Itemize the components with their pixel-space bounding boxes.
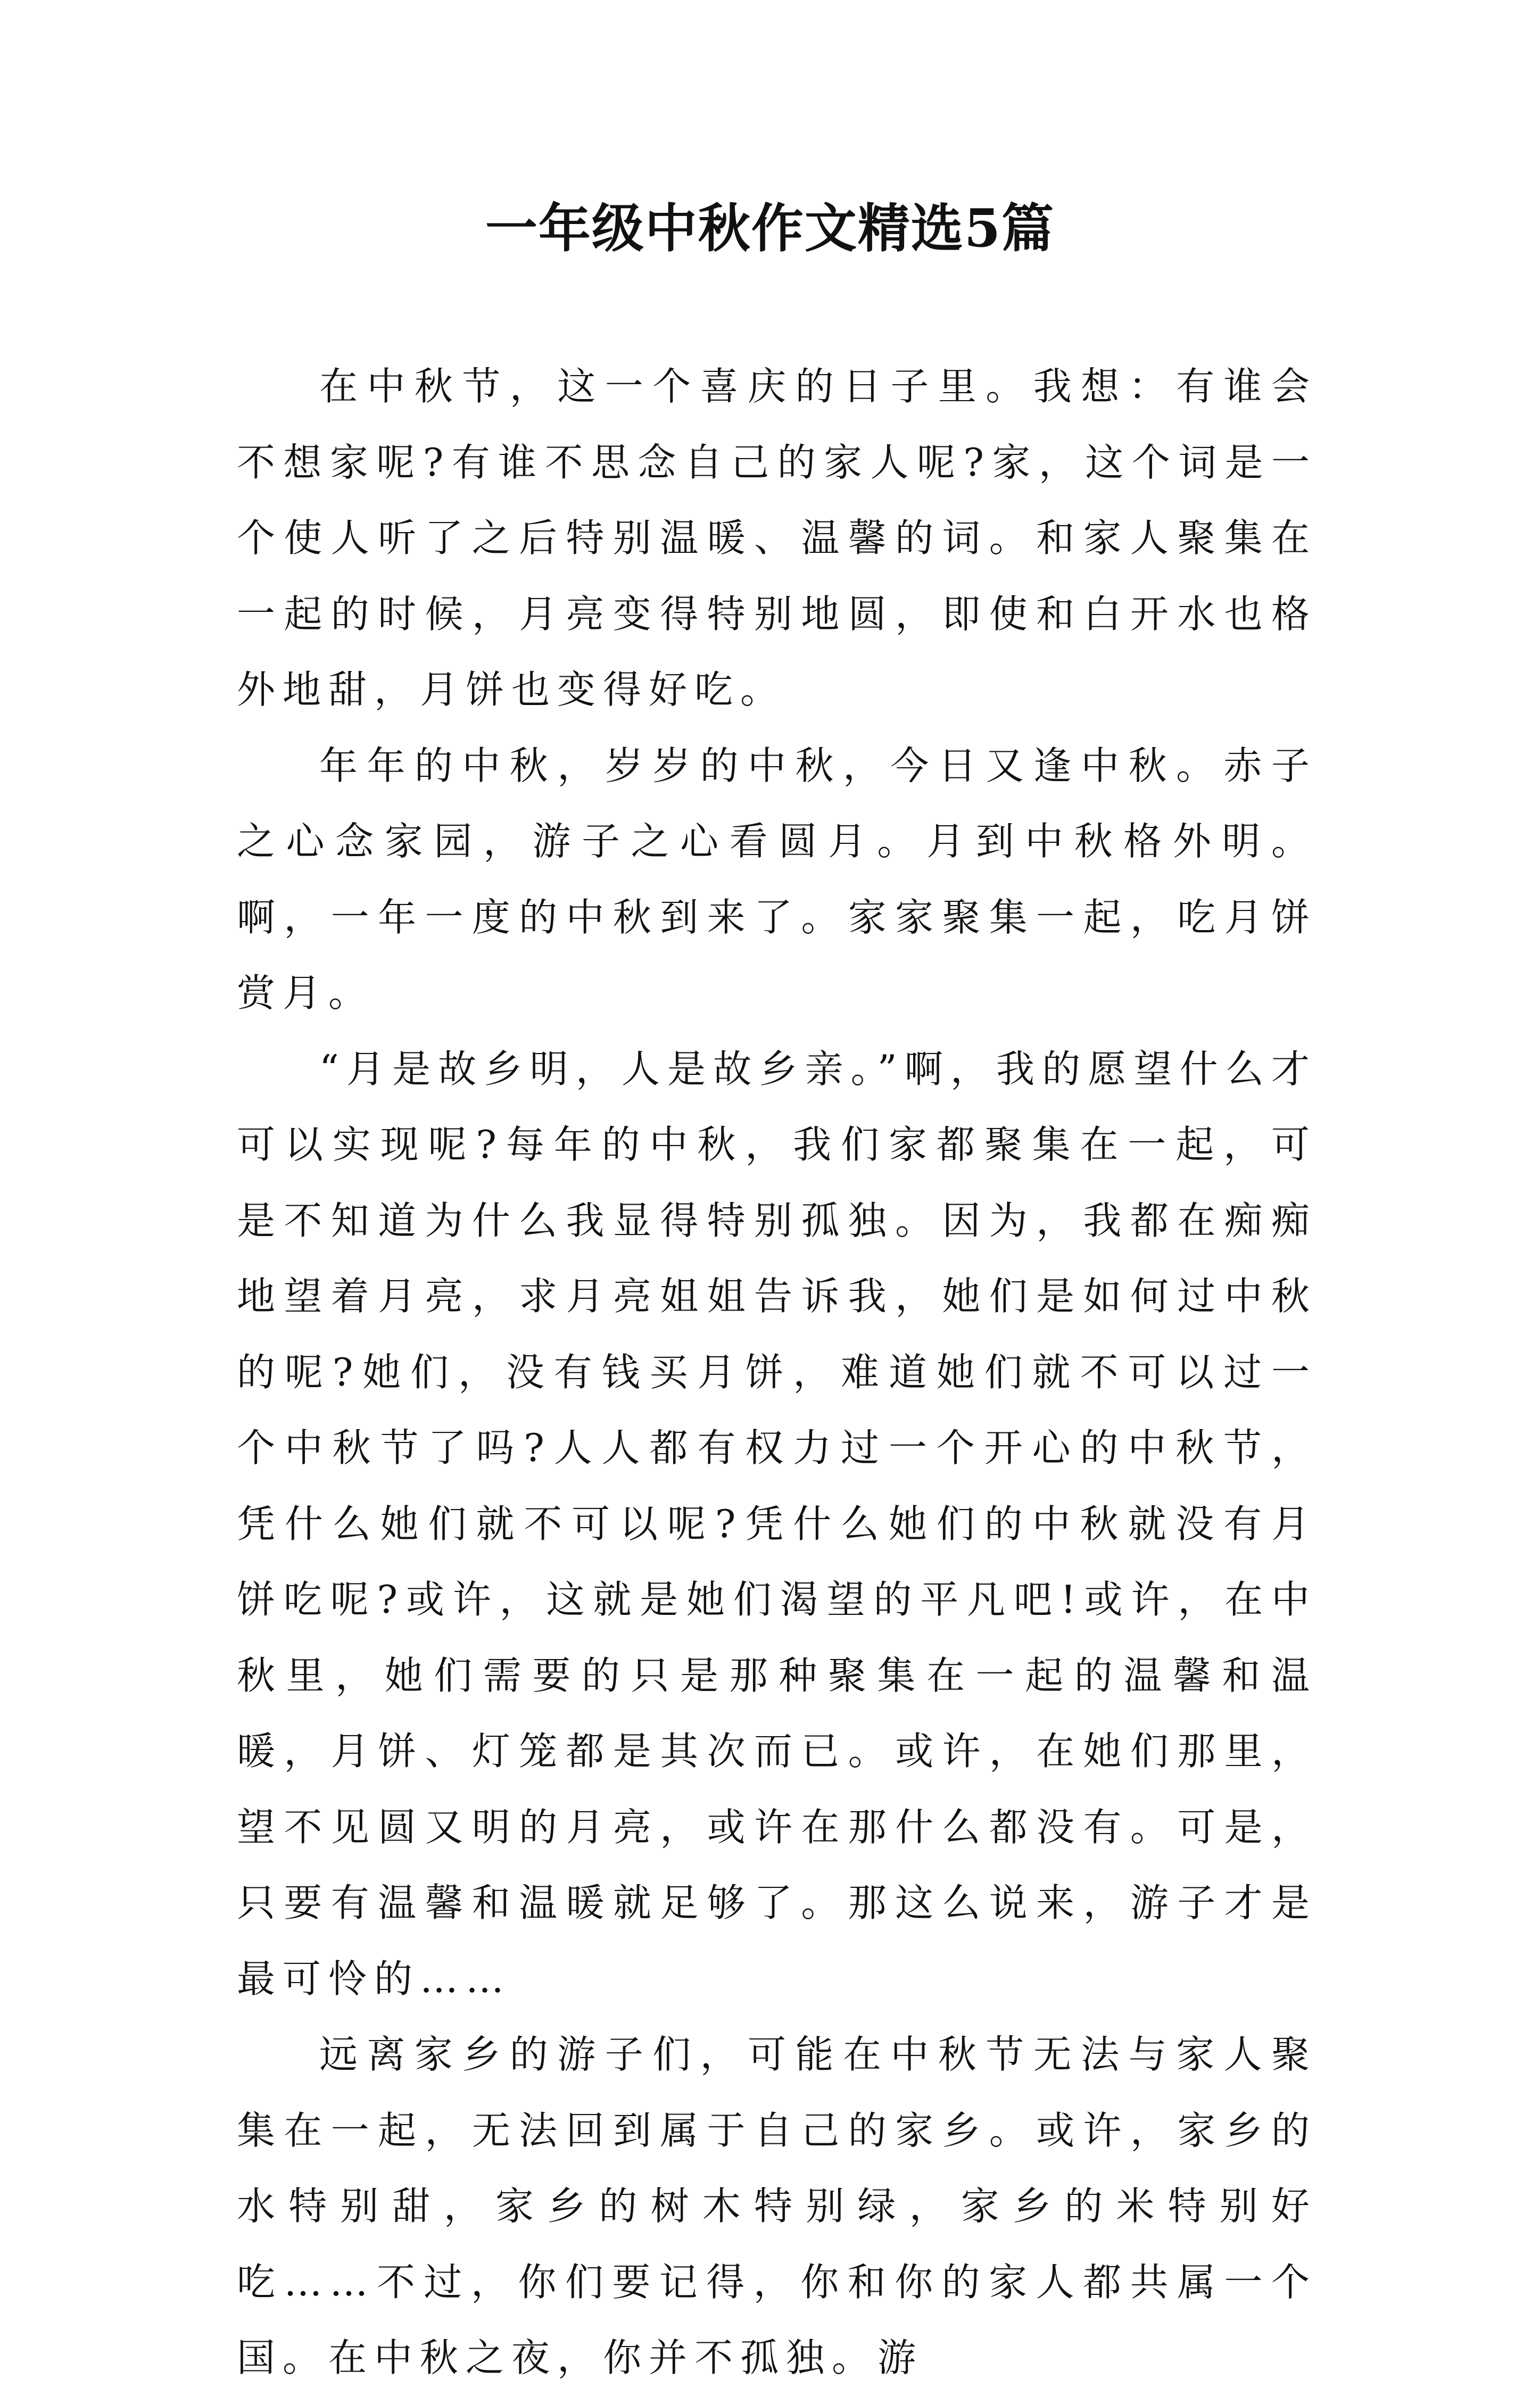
paragraph-4: 远离家乡的游子们，可能在中秋节无法与家人聚集在一起，无法回到属于自己的家乡。或许，家乡的水特别甜，家乡的树木特别绿，家乡的米特别好吃……不过，你们要记得，你和你的家人都共属一个国。在中秋之夜，你并不孤独。游 xyxy=(237,2032,1317,2380)
paragraph-1: 在中秋节，这一个喜庆的日子里。我想：有谁会不想家呢?有谁不思念自己的家人呢?家，这个词是一个使人听了之后特别温暖、温馨的词。和家人聚集在一起的时候，月亮变得特别地圆，即使和白开水也格外地甜，月饼也变得好吃。 xyxy=(237,364,1317,712)
paragraph-2: 年年的中秋，岁岁的中秋，今日又逢中秋。赤子之心念家园，游子之心看圆月。月到中秋格外明。啊，一年一度的中秋到来了。家家聚集一起，吃月饼赏月。 xyxy=(237,743,1317,1015)
paragraph-3: “月是故乡明，人是故乡亲。”啊，我的愿望什么才可以实现呢?每年的中秋，我们家都聚集在一起，可是不知道为什么我显得特别孤独。因为，我都在痴痴地望着月亮，求月亮姐姐告诉我，她们是如何过中秋的呢?她们，没有钱买月饼，难道她们就不可以过一个中秋节了吗?人人都有权力过一个开心的中秋节，凭什么她们就不可以呢?凭什么她们的中秋就没有月饼吃呢?或许，这就是她们渴望的平凡吧!或许，在中秋里，她们需要的只是那种聚集在一起的温馨和温暖，月饼、灯笼都是其次而已。或许，在她们那里，望不见圆又明的月亮，或许在那什么都没有。可是，只要有温馨和温暖就足够了。那这么说来，游子才是最可怜的…… xyxy=(237,1046,1317,2001)
document-title: 一年级中秋作文精选5篇 xyxy=(485,198,1055,259)
document-body xyxy=(237,349,1317,2396)
